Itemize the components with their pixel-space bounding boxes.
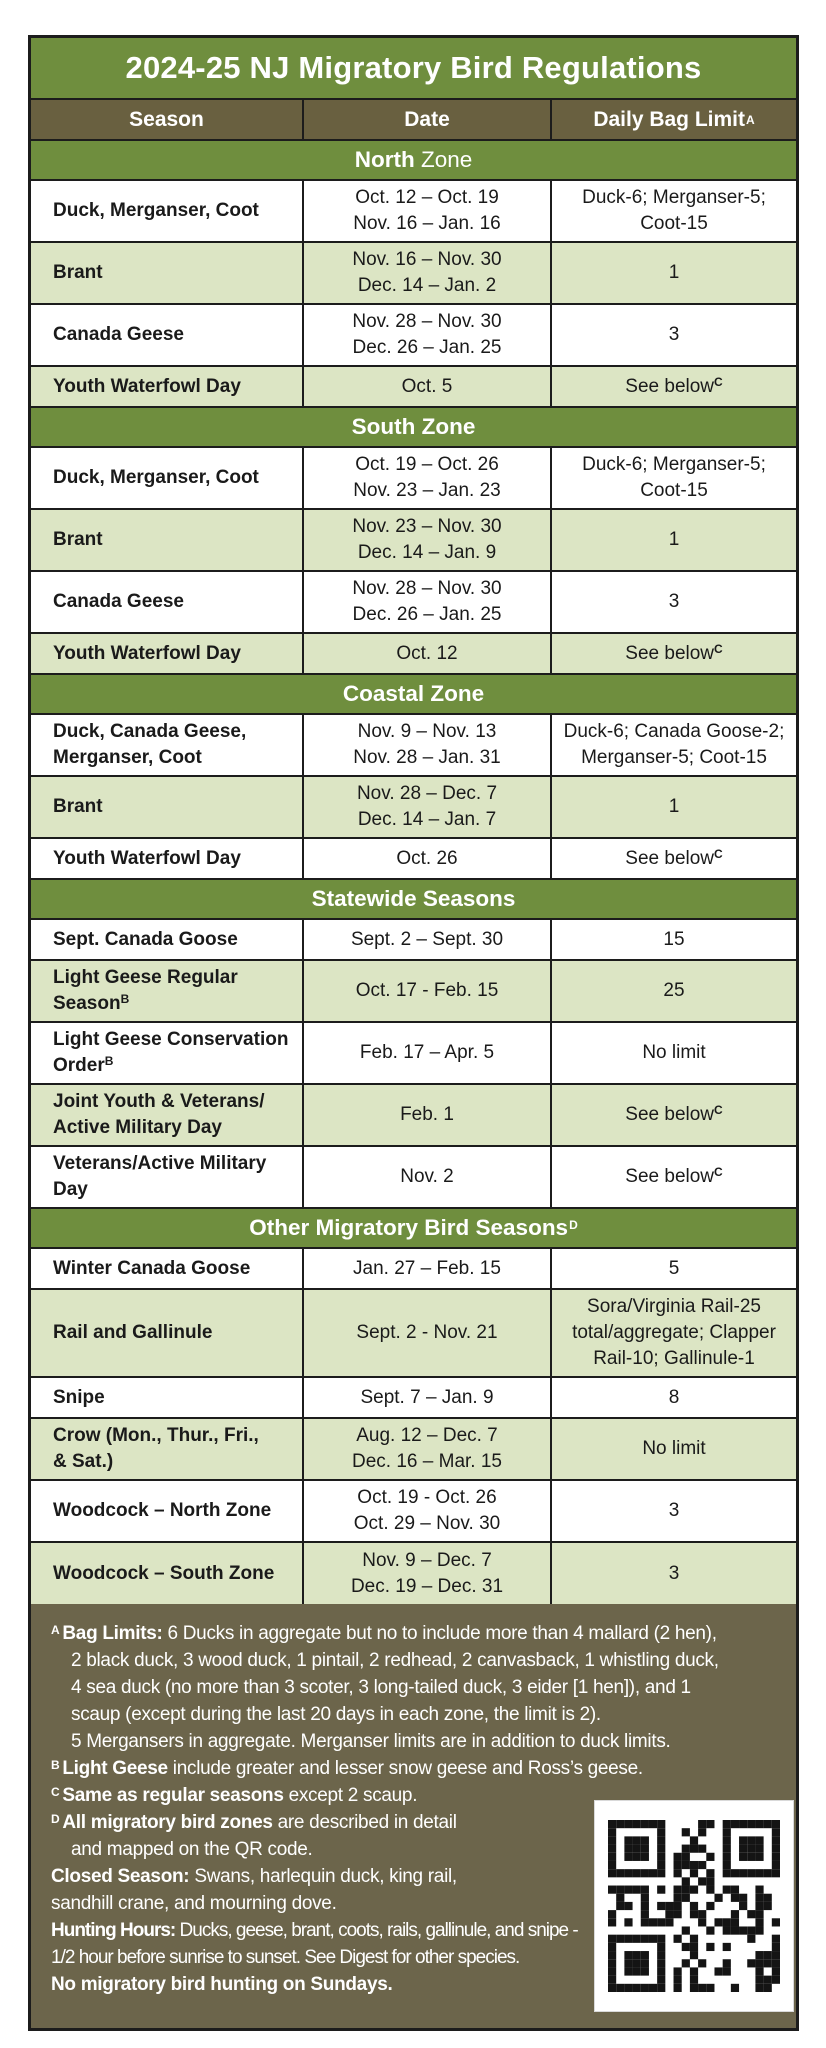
- date-range: Dec. 16 – Mar. 15: [352, 1451, 502, 1472]
- table-row-crow-mon-thur-fri-sat: [31, 1419, 796, 1481]
- table-row-sept-canada-goose: [31, 920, 796, 961]
- column-header-season: Season: [31, 100, 304, 139]
- season-cell: [31, 448, 304, 508]
- bag-limit-value: [558, 1294, 790, 1372]
- season-name-line: Snipe: [53, 1386, 105, 1408]
- table-row-woodcock-south-zone: [31, 1543, 796, 1604]
- season-cell: [31, 367, 304, 406]
- bag-limit-text: See below: [625, 642, 715, 664]
- table-row-duck-merganser-coot: [31, 448, 796, 510]
- bag-limit-text: Sora/Virginia Rail-25 total/aggregate; Clapper Rail-10; Gallinule-1: [572, 1296, 776, 1369]
- table-row-brant: [31, 510, 796, 572]
- bag-limit-value: [625, 641, 722, 667]
- zone-name-bold: Statewide Seasons: [311, 886, 516, 911]
- date-cell: [304, 1249, 552, 1288]
- date-range: Dec. 26 – Jan. 25: [352, 337, 502, 358]
- table-body: [31, 141, 796, 1604]
- footnote-bold-text: Bag Limits:: [62, 1623, 163, 1644]
- date-range: Nov. 28 – Nov. 30: [352, 311, 502, 332]
- footnote-text: and mapped on the QR code.: [71, 1839, 313, 1860]
- table-row-snipe: [31, 1378, 796, 1419]
- season-cell: [31, 243, 304, 303]
- season-name-line: Brant: [53, 262, 103, 283]
- date-range: Oct. 12 – Oct. 19: [355, 187, 499, 208]
- footnote-bold-text: Closed Season:: [51, 1866, 190, 1887]
- date-range: Oct. 19 - Oct. 26: [357, 1487, 497, 1508]
- column-header-row: [31, 100, 796, 141]
- table-row-brant: [31, 243, 796, 305]
- zone-name-bold: North: [354, 147, 415, 172]
- footnote-ref-c: C: [714, 1103, 723, 1117]
- season-cell: [31, 920, 304, 959]
- bag-limit-cell: [552, 367, 796, 406]
- date-range: Nov. 9 – Dec. 7: [362, 1549, 492, 1571]
- bag-limit-value: [669, 1385, 680, 1411]
- footnote-ref-c: C: [714, 1165, 723, 1179]
- season-name-line: Brant: [53, 529, 103, 550]
- footnote-bold-text: All migratory bird zones: [62, 1812, 273, 1833]
- season-cell: [31, 961, 304, 1021]
- date-cell: [304, 243, 552, 303]
- date-range: Sept. 2 - Nov. 21: [356, 1322, 498, 1343]
- season-cell: [31, 777, 304, 837]
- season-cell: [31, 1378, 304, 1417]
- bag-limit-value: [642, 1436, 705, 1462]
- footnote-text: scaup (except during the last 20 days in each zone, the limit is 2).: [71, 1704, 601, 1725]
- footnote-text: Swans, harlequin duck, king rail,: [189, 1866, 457, 1887]
- date-cell: [304, 1419, 552, 1479]
- footnote-ref-b: B: [120, 992, 130, 1006]
- bag-limit-value: [669, 260, 680, 286]
- date-cell: [304, 1290, 552, 1376]
- date-range: Nov. 9 – Nov. 13: [357, 721, 497, 742]
- bag-limit-value: [625, 1102, 722, 1128]
- date-cell: [304, 920, 552, 959]
- bag-limit-value: [669, 1498, 680, 1524]
- date-range: Nov. 28 – Nov. 30: [352, 578, 502, 599]
- season-name-line: Duck, Merganser, Coot: [53, 467, 259, 488]
- date-cell: [304, 1378, 552, 1417]
- bag-limit-cell: [552, 1085, 796, 1145]
- footnote-text: 1/2 hour before sunrise to sunset. See Digest for other species.: [51, 1947, 520, 1968]
- season-name-line: Canada Geese: [53, 591, 184, 612]
- date-cell: [304, 715, 552, 775]
- date-range: Feb. 1: [400, 1104, 454, 1125]
- season-cell: [31, 1419, 304, 1479]
- footnote-bold-text: Hunting Hours:: [51, 1920, 176, 1941]
- footnote-bold-text: Light Geese: [62, 1758, 168, 1779]
- season-name-line: Day: [53, 1179, 88, 1200]
- zone-name-bold: Coastal Zone: [342, 681, 485, 706]
- footnote-text: include greater and lesser snow geese and Ross’s geese.: [167, 1758, 643, 1779]
- season-name-line: Joint Youth & Veterans/: [53, 1091, 265, 1112]
- season-name-line: Youth Waterfowl Day: [53, 375, 241, 397]
- footnote-text: except 2 scaup.: [283, 1785, 418, 1806]
- date-range: Nov. 23 – Nov. 30: [352, 516, 502, 537]
- footnote-text: 2 black duck, 3 wood duck, 1 pintail, 2 redhead, 2 canvasback, 1 whistling duck,: [71, 1650, 719, 1671]
- bag-limit-text: 5: [668, 1257, 680, 1279]
- footnote-bold-text: No migratory bird hunting on Sundays.: [51, 1974, 393, 1995]
- season-name-line: Season$^B$: [53, 992, 130, 1014]
- bag-limit-text: 1: [668, 796, 680, 817]
- table-row-duck-canada-geese-merganser-coot: [31, 715, 796, 777]
- season-cell: [31, 1147, 304, 1207]
- date-range: Nov. 16 – Nov. 30: [352, 249, 502, 270]
- table-row-canada-geese: [31, 572, 796, 634]
- season-cell: [31, 839, 304, 878]
- season-cell: [31, 1481, 304, 1541]
- season-cell: [31, 1290, 304, 1376]
- date-cell: [304, 961, 552, 1021]
- season-name-line: Sept. Canada Goose: [53, 928, 238, 950]
- table-row-youth-waterfowl-day: [31, 839, 796, 880]
- bag-limit-value: [669, 527, 680, 553]
- date-range: Nov. 23 – Jan. 23: [353, 480, 501, 501]
- bag-limit-value: [625, 374, 722, 400]
- season-cell: [31, 1023, 304, 1083]
- zone-name-bold: Other Migratory Bird Seasons: [249, 1215, 569, 1240]
- bag-limit-text: 3: [668, 1500, 680, 1521]
- table-row-brant: [31, 777, 796, 839]
- date-range: Nov. 16 – Jan. 16: [353, 213, 501, 234]
- bag-limit-value: [669, 794, 680, 820]
- footnote-ref-c: C: [714, 374, 723, 389]
- table-row-rail-and-gallinule: [31, 1290, 796, 1378]
- table-row-joint-youth-veterans-active-military-day: [31, 1085, 796, 1147]
- table-row-veterans-active-military-day: [31, 1147, 796, 1209]
- bag-limit-text: 1: [668, 529, 680, 550]
- season-cell: [31, 715, 304, 775]
- bag-limit-cell: [552, 961, 796, 1021]
- bag-limit-cell: [552, 181, 796, 241]
- qr-code-pattern: [608, 1820, 780, 1992]
- date-cell: [304, 1481, 552, 1541]
- season-name-line: Merganser, Coot: [53, 747, 202, 768]
- page-title: 2024-25 NJ Migratory Bird Regulations: [31, 38, 796, 100]
- footnote-ref-c: C: [714, 641, 723, 656]
- season-name-line: Woodcock – North Zone: [53, 1500, 272, 1521]
- bag-limit-cell: [552, 572, 796, 632]
- bag-limit-text: See below: [625, 375, 715, 397]
- bag-limit-cell: [552, 777, 796, 837]
- column-header-date: Date: [304, 100, 552, 139]
- footnote-text: sandhill crane, and mourning dove.: [51, 1893, 337, 1914]
- date-cell: [304, 1085, 552, 1145]
- season-name-line: Woodcock – South Zone: [53, 1562, 275, 1584]
- bag-limit-value: [663, 978, 684, 1004]
- bag-limit-text: Duck-6; Merganser-5; Coot-15: [582, 454, 766, 501]
- date-range: Dec. 26 – Jan. 25: [352, 604, 502, 625]
- zone-header-statewide-seasons: [31, 880, 796, 920]
- date-cell: [304, 1147, 552, 1207]
- bag-limit-cell: [552, 839, 796, 878]
- bag-limit-cell: [552, 305, 796, 365]
- season-name-line: Duck, Merganser, Coot: [53, 200, 259, 221]
- bag-limit-text: See below: [625, 847, 715, 869]
- zone-name-bold: South Zone: [351, 414, 476, 439]
- footnote-ref-c: C: [714, 846, 723, 861]
- bag-limit-cell: [552, 510, 796, 570]
- date-cell: [304, 1023, 552, 1083]
- bag-limit-cell: [552, 1419, 796, 1479]
- date-range: Nov. 28 – Jan. 31: [353, 747, 501, 768]
- bag-limit-text: 3: [668, 591, 680, 612]
- date-range: Aug. 12 – Dec. 7: [356, 1425, 498, 1446]
- season-name-line: Active Military Day: [53, 1117, 222, 1138]
- footnote-text: 4 sea duck (no more than 3 scoter, 3 long-tailed duck, 3 eider [1 hen]), and 1: [71, 1677, 691, 1698]
- bag-limit-text: 25: [663, 980, 685, 1001]
- bag-limit-value: [558, 719, 790, 771]
- zone-name-rest: Zone: [414, 147, 473, 172]
- footnotes-panel: [31, 1604, 796, 2028]
- season-cell: [31, 510, 304, 570]
- footnote-superscript: C: [51, 1785, 60, 1799]
- date-cell: [304, 777, 552, 837]
- bag-limit-text: See below: [625, 1104, 715, 1125]
- bag-limit-value: [669, 1256, 680, 1282]
- date-range: Jan. 27 – Feb. 15: [353, 1257, 501, 1279]
- footnote-line: [51, 1620, 782, 1647]
- bag-limit-cell: [552, 1147, 796, 1207]
- footnote-superscript: B: [51, 1758, 60, 1772]
- season-name-line: Youth Waterfowl Day: [53, 847, 241, 869]
- zone-header-coastal-zone: [31, 675, 796, 715]
- season-cell: [31, 1543, 304, 1604]
- bag-limit-cell: [552, 1249, 796, 1288]
- bag-limit-cell: [552, 448, 796, 508]
- column-header-bag-limit: Daily Bag Limit A: [593, 107, 755, 131]
- date-cell: [304, 572, 552, 632]
- regulations-table: [28, 35, 799, 2031]
- bag-limit-cell: [552, 1378, 796, 1417]
- bag-limit-cell: [552, 1481, 796, 1541]
- table-row-youth-waterfowl-day: [31, 634, 796, 675]
- date-range: Dec. 14 – Jan. 7: [357, 809, 497, 830]
- footnote-superscript: D: [51, 1812, 60, 1826]
- season-name-line: Brant: [53, 796, 103, 817]
- bag-limit-cell: [552, 715, 796, 775]
- bag-limit-value: [669, 322, 680, 348]
- zone-header-south-zone: [31, 408, 796, 448]
- footnote-text: 6 Ducks in aggregate but no to include more than 4 mallard (2 hen),: [162, 1623, 717, 1644]
- season-name-line: Light Geese Conservation: [53, 1029, 289, 1050]
- date-range: Dec. 14 – Jan. 2: [357, 275, 497, 296]
- bag-limit-value: [558, 185, 790, 237]
- season-name-line: & Sat.): [53, 1451, 114, 1472]
- bag-limit-value: [625, 1164, 722, 1190]
- date-cell: [304, 448, 552, 508]
- table-row-woodcock-north-zone: [31, 1481, 796, 1543]
- date-range: Feb. 17 – Apr. 5: [359, 1042, 495, 1063]
- date-range: Oct. 12: [396, 642, 458, 664]
- season-cell: [31, 305, 304, 365]
- date-cell: [304, 839, 552, 878]
- bag-limit-cell: [552, 1290, 796, 1376]
- bag-limit-value: [669, 589, 680, 615]
- footnote-line: [51, 1701, 782, 1728]
- footnote-text: are described in detail: [272, 1812, 457, 1833]
- date-range: Nov. 2: [400, 1166, 454, 1187]
- season-name-line: Veterans/Active Military: [53, 1153, 267, 1174]
- season-name-line: Winter Canada Goose: [53, 1257, 251, 1279]
- bag-limit-cell: [552, 1543, 796, 1604]
- bag-limit-text: Duck-6; Merganser-5; Coot-15: [582, 187, 766, 234]
- footnote-line: [51, 1755, 782, 1782]
- bag-limit-value: [625, 846, 722, 872]
- bag-limit-text: 1: [668, 262, 680, 283]
- bag-limit-text: Duck-6; Canada Goose-2; Merganser-5; Coot-15: [563, 721, 785, 768]
- bag-limit-text: 8: [668, 1386, 680, 1408]
- season-cell: [31, 181, 304, 241]
- bag-limit-cell: [552, 920, 796, 959]
- bag-limit-value: [558, 452, 790, 504]
- bag-limit-text: No limit: [642, 1042, 706, 1063]
- season-cell: [31, 572, 304, 632]
- season-name-line: Canada Geese: [53, 324, 184, 345]
- date-range: Sept. 7 – Jan. 9: [360, 1386, 494, 1408]
- season-name-line: Rail and Gallinule: [53, 1322, 213, 1343]
- bag-limit-cell: [552, 634, 796, 673]
- bag-limit-value: [663, 927, 684, 953]
- column-header-bag-limit-text: Daily Bag Limit: [593, 107, 746, 131]
- bag-limit-text: 15: [663, 928, 685, 950]
- date-range: Oct. 5: [401, 375, 453, 397]
- footnote-line: [51, 1674, 782, 1701]
- season-cell: [31, 1085, 304, 1145]
- bag-limit-cell: [552, 243, 796, 303]
- table-row-canada-geese: [31, 305, 796, 367]
- bag-limit-text: See below: [625, 1166, 715, 1187]
- bag-limit-text: No limit: [642, 1438, 706, 1459]
- table-row-winter-canada-goose: [31, 1249, 796, 1290]
- footnote-line: [51, 1728, 782, 1755]
- season-name-line: Light Geese Regular: [53, 967, 238, 988]
- date-range: Nov. 28 – Dec. 7: [356, 783, 498, 804]
- date-cell: [304, 367, 552, 406]
- zone-header-north: [31, 141, 796, 181]
- footnote-text: 5 Mergansers in aggregate. Merganser limits are in addition to duck limits.: [71, 1731, 671, 1752]
- table-row-light-geese-regular-season: [31, 961, 796, 1023]
- date-range: Sept. 2 – Sept. 30: [350, 928, 504, 950]
- footnote-bold-text: Same as regular seasons: [62, 1785, 284, 1806]
- date-range: Oct. 26: [396, 847, 458, 869]
- date-cell: [304, 181, 552, 241]
- date-range: Dec. 14 – Jan. 9: [357, 542, 497, 563]
- date-range: Oct. 17 - Feb. 15: [355, 980, 499, 1001]
- footnote-ref-b: B: [104, 1054, 114, 1068]
- table-row-youth-waterfowl-day: [31, 367, 796, 408]
- bag-limit-cell: [552, 1023, 796, 1083]
- footnote-superscript: A: [51, 1623, 60, 1637]
- table-row-duck-merganser-coot: [31, 181, 796, 243]
- zone-header-other-migratory-bird-seasons: [31, 1209, 796, 1249]
- bag-limit-text: 3: [668, 1562, 680, 1584]
- qr-code: [594, 1800, 794, 2012]
- season-name-line: Duck, Canada Geese,: [53, 721, 247, 742]
- date-range: Dec. 19 – Dec. 31: [350, 1575, 504, 1597]
- date-cell: [304, 510, 552, 570]
- table-row-light-geese-conservation-order: [31, 1023, 796, 1085]
- date-range: Oct. 19 – Oct. 26: [355, 454, 499, 475]
- date-cell: [304, 1543, 552, 1604]
- bag-limit-value: [642, 1040, 705, 1066]
- season-cell: [31, 1249, 304, 1288]
- date-cell: [304, 305, 552, 365]
- footnote-text: Ducks, geese, brant, coots, rails, gallinule, and snipe -: [175, 1920, 578, 1941]
- season-name-line: Order$^B$: [53, 1054, 114, 1076]
- season-name-line: Crow (Mon., Thur., Fri.,: [53, 1425, 259, 1446]
- footnote-line: [51, 1647, 782, 1674]
- bag-limit-value: [669, 1561, 680, 1587]
- date-range: Oct. 29 – Nov. 30: [353, 1513, 501, 1534]
- bag-limit-text: 3: [668, 324, 680, 345]
- footnote-ref-d: D: [569, 1218, 578, 1232]
- date-cell: [304, 634, 552, 673]
- season-name-line: Youth Waterfowl Day: [53, 642, 241, 664]
- season-cell: [31, 634, 304, 673]
